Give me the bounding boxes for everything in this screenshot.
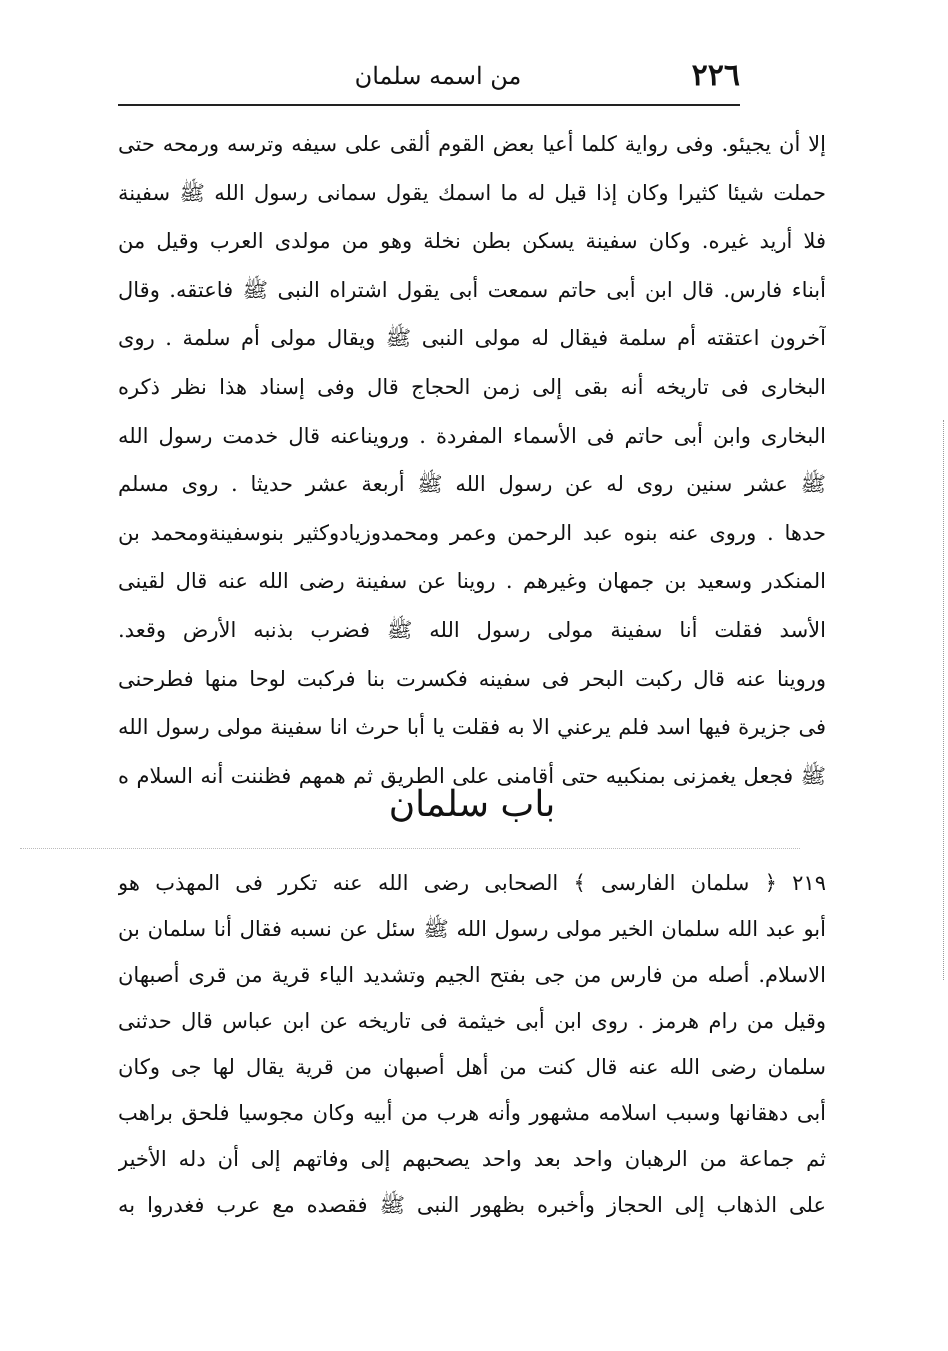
text-line: المنكدر وسعيد بن جمهان وغيرهم . روينا عن سفينة رضى الله عنه قال لقينى [118, 569, 826, 594]
running-title: من اسمه سلمان [354, 62, 522, 90]
header-rule [118, 104, 740, 106]
text-line: فلا أريد غيره. وكان سفينة يسكن بطن نخلة وهو من مولدى العرب وقيل من [118, 229, 826, 254]
scan-artifact-dots [20, 848, 800, 849]
text-line: فى جزيرة فيها اسد فلم يرعني الا به فقلت يا أبا حرث انا سفينة مولى رسول الله [118, 715, 826, 740]
text-line: وروينا عنه قال ركبت البحر فى سفينه فكسرت بنا فركبت لوحا منها فطرحنى [118, 666, 826, 691]
text-line: البخارى فى تاريخه أنه بقى إلى زمن الحجاج قال وفى إسناد هذا نظر ذكره [118, 374, 826, 399]
text-line: وقيل من رام هرمز . روى ابن أبى خيثمة فى تاريخه عن ابن عباس قال حدثنى [118, 1009, 826, 1033]
text-line: أبى دهقانها وسبب اسلامه مشهور وأنه هرب من أبيه وكان مجوسيا فلحق براهب [118, 1101, 826, 1125]
text-line: على الذهاب إلى الحجاز وأخبره بظهور النبى ﷺ فقصده مع عرب فغدروا به [118, 1193, 826, 1217]
text-line: حملت شيئا كثيرا وكان إذا قيل له ما اسمك يقول سمانى رسول الله ﷺ سفينة [118, 180, 826, 205]
text-line: ثم جماعة من الرهبان واحد بعد واحد يصحبهم إلى وفاتهم إلى أن دله الأخير [118, 1147, 826, 1171]
page-header [118, 52, 740, 102]
entry-paragraph [118, 120, 826, 800]
text-line: سلمان رضى الله عنه قال كنت من أهل أصبهان من قرية يقال لها جى وكان [118, 1055, 826, 1079]
text-line: أبو عبد الله سلمان الخير مولى رسول الله ﷺ سئل عن نسبه فقال أنا سلمان بن [118, 917, 826, 941]
text-line: إلا أن يجيئو. وفى رواية كلما أعيا بعض القوم ألقى على سيفه وترسه ورمحه حتى [118, 132, 826, 156]
section-paragraph [118, 860, 826, 1228]
text-line: ٢١٩ ﴿ سلمان الفارسى ﴾ الصحابى رضى الله عنه تكرر فى المهذب هو [118, 871, 826, 895]
chapter-heading: باب سلمان [388, 784, 556, 825]
margin-rule [943, 420, 944, 980]
text-line: الاسلام. أصله من فارس من جى بفتح الجيم وتشديد الياء قرية من قرى أصبهان [118, 963, 826, 987]
text-line: البخارى وابن أبى حاتم فى الأسماء المفردة . ورويناعنه قال خدمت رسول الله [118, 423, 826, 448]
text-line: حدها . وروى عنه بنوه عبد الرحمن وعمر ومحمدوزيادوكثير بنوسفينةومحمد بن [118, 520, 826, 545]
text-line: ﷺ عشر سنين روى له عن رسول الله ﷺ أربعة عشر حديثا . روى مسلم [118, 472, 826, 497]
text-line: الأسد فقلت أنا سفينة مولى رسول الله ﷺ فضرب بذنبه الأرض وقعد. [118, 617, 826, 642]
page-number: ٢٢٦ [691, 58, 740, 93]
text-line: أبناء فارس. قال ابن أبى حاتم سمعت أبى يقول اشتراه النبى ﷺ فاعتقه. وقال [118, 277, 826, 302]
text-line: آخرون اعتقته أم سلمة فيقال له مولى النبى ﷺ ويقال مولى أم سلمة . روى [118, 326, 826, 351]
text-line: ﷺ فجعل يغمزنى بمنكبيه حتى أقامنى على الطريق ثم همهم فظننت أنه السلام ه [118, 763, 826, 788]
